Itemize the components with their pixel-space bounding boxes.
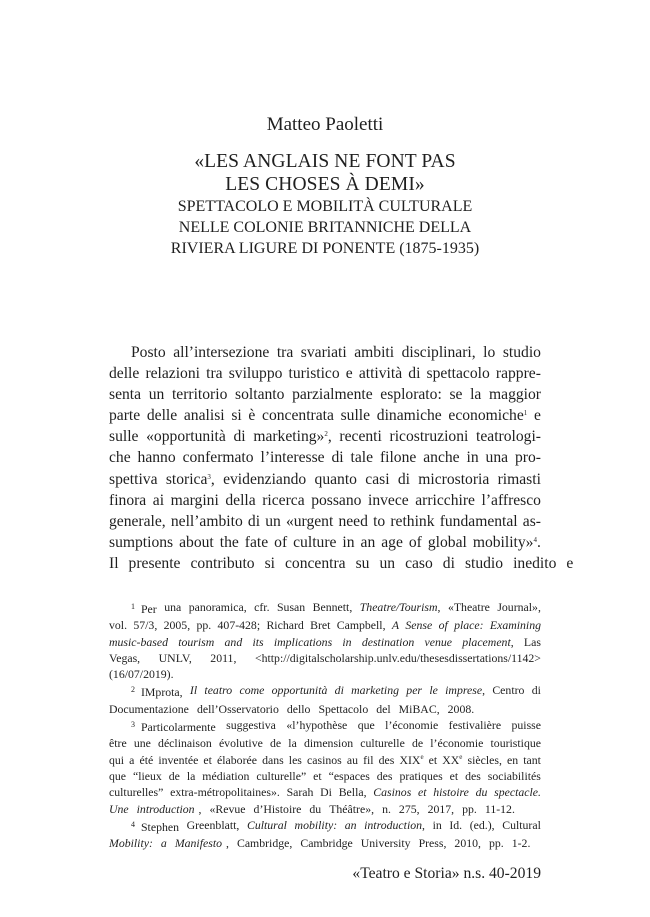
body-line: Posto all’intersezione tra svariati ambiti disciplinari, lo studio xyxy=(131,344,541,361)
footnote-line: $^3$ Particolarmente suggestiva «l’hypothèse que l’économie festivalière puisse xyxy=(131,718,541,735)
body-line: generale, nell’ambito di un «urgent need to rethink fundamental as- xyxy=(109,512,541,530)
footnote-line: être une déclinaison évolutive de la dimension culturelle de l’économie touristique xyxy=(109,736,541,751)
footnote-number: 2 xyxy=(131,685,135,695)
body-line: sumptions about the fate of culture in an age of global mobility»$^4$. xyxy=(109,533,541,551)
article-title-line: LES CHOSES À DEMI» xyxy=(225,174,425,195)
footnote-number: 3 xyxy=(131,720,135,730)
author-name: Matteo Paoletti xyxy=(266,114,384,135)
footnote-line: Mobility: a Manifesto , Cambridge, Cambridge University Press, 2010, pp. 1-2. xyxy=(109,836,531,851)
body-line: Il presente contributo si concentra su un caso di studio inedito e xyxy=(109,554,574,572)
footnote-line: music-based tourism and its implications in destination venue placement, Las xyxy=(109,634,541,649)
body-line: spettiva storica$^3$, evidenziando quanto casi di microstoria rimasti xyxy=(109,470,541,488)
footnote xyxy=(109,599,541,682)
footnote-number: 4 xyxy=(131,819,135,829)
footnote-line: Vegas, UNLV, 2011, <http://digitalscholarship.unlv.edu/thesesdissertations/1142> xyxy=(109,650,541,665)
footnote-line: Une introduction , «Revue d’Histoire du Théâtre», n. 275, 2017, pp. 11-12. xyxy=(109,801,515,816)
footnote-line: vol. 57/3, 2005, pp. 407-428; Richard Bret Campbell, A Sense of place: Examining xyxy=(109,618,541,633)
footnote-line: $^2$ IMprota, Il teatro come opportunità di marketing per le imprese, Centro di xyxy=(131,683,541,700)
running-footer: «Teatro e Storia» n.s. 40-2019 xyxy=(352,865,541,882)
body-line: senta un territorio soltanto parzialmente esplorato: se la maggior xyxy=(109,386,541,404)
article-subtitle-line: SPETTACOLO E MOBILITÀ CULTURALE xyxy=(177,198,473,215)
footnote-line: Documentazione dell’Osservatorio dello Spettacolo del MiBAC, 2008. xyxy=(109,701,475,716)
footnote xyxy=(109,817,541,852)
footnote-number: 1 xyxy=(131,602,135,611)
footnote-line: $^1$ Per una panoramica, cfr. Susan Bennett, Theatre/Tourism, «Theatre Journal», xyxy=(131,600,541,616)
footnote-line: culturelles” extra-métropolitaines». Sarah Di Bella, Casinos et histoire du spectacle. xyxy=(109,785,541,800)
body-paragraph xyxy=(109,342,574,574)
article-subtitle-line: NELLE COLONIE BRITANNICHE DELLA xyxy=(178,219,472,236)
footnotes-section xyxy=(109,599,541,851)
body-line: delle relazioni tra sviluppo turistico e attività di spettacolo rappre- xyxy=(109,365,541,383)
footnote-line: qui a été inventée et élaborée dans les casinos au fil des XIXe et XXe siècles, en tant xyxy=(109,752,541,767)
article-subtitle-line: RIVIERA LIGURE DI PONENTE (1875-1935) xyxy=(170,240,480,257)
article-title-line: «LES ANGLAIS NE FONT PAS xyxy=(194,151,456,172)
body-line: sulle «opportunità di marketing»$^2$, recenti ricostruzioni teatrologi- xyxy=(109,428,541,446)
footnote-line: que “lieux de la médiation culturelle” et “espaces des pratiques et des sociabilités xyxy=(109,768,541,783)
article-title-block xyxy=(0,150,650,259)
footnote xyxy=(109,717,541,817)
footnote-line: $^4$ Stephen Greenblatt, Cultural mobility: an introduction, in Id. (ed.), Cultural xyxy=(131,817,541,834)
body-line: parte delle analisi si è concentrata sulle dinamiche economiche$^1$ e xyxy=(109,407,541,425)
footnote xyxy=(109,682,541,717)
footnote-line: (16/07/2019). xyxy=(109,667,174,682)
body-line: che hanno confermato l’interesse di tale filone anche in una pro- xyxy=(109,449,541,467)
body-line: finora ai margini della ricerca possano invece arricchire l’affresco xyxy=(109,491,541,509)
